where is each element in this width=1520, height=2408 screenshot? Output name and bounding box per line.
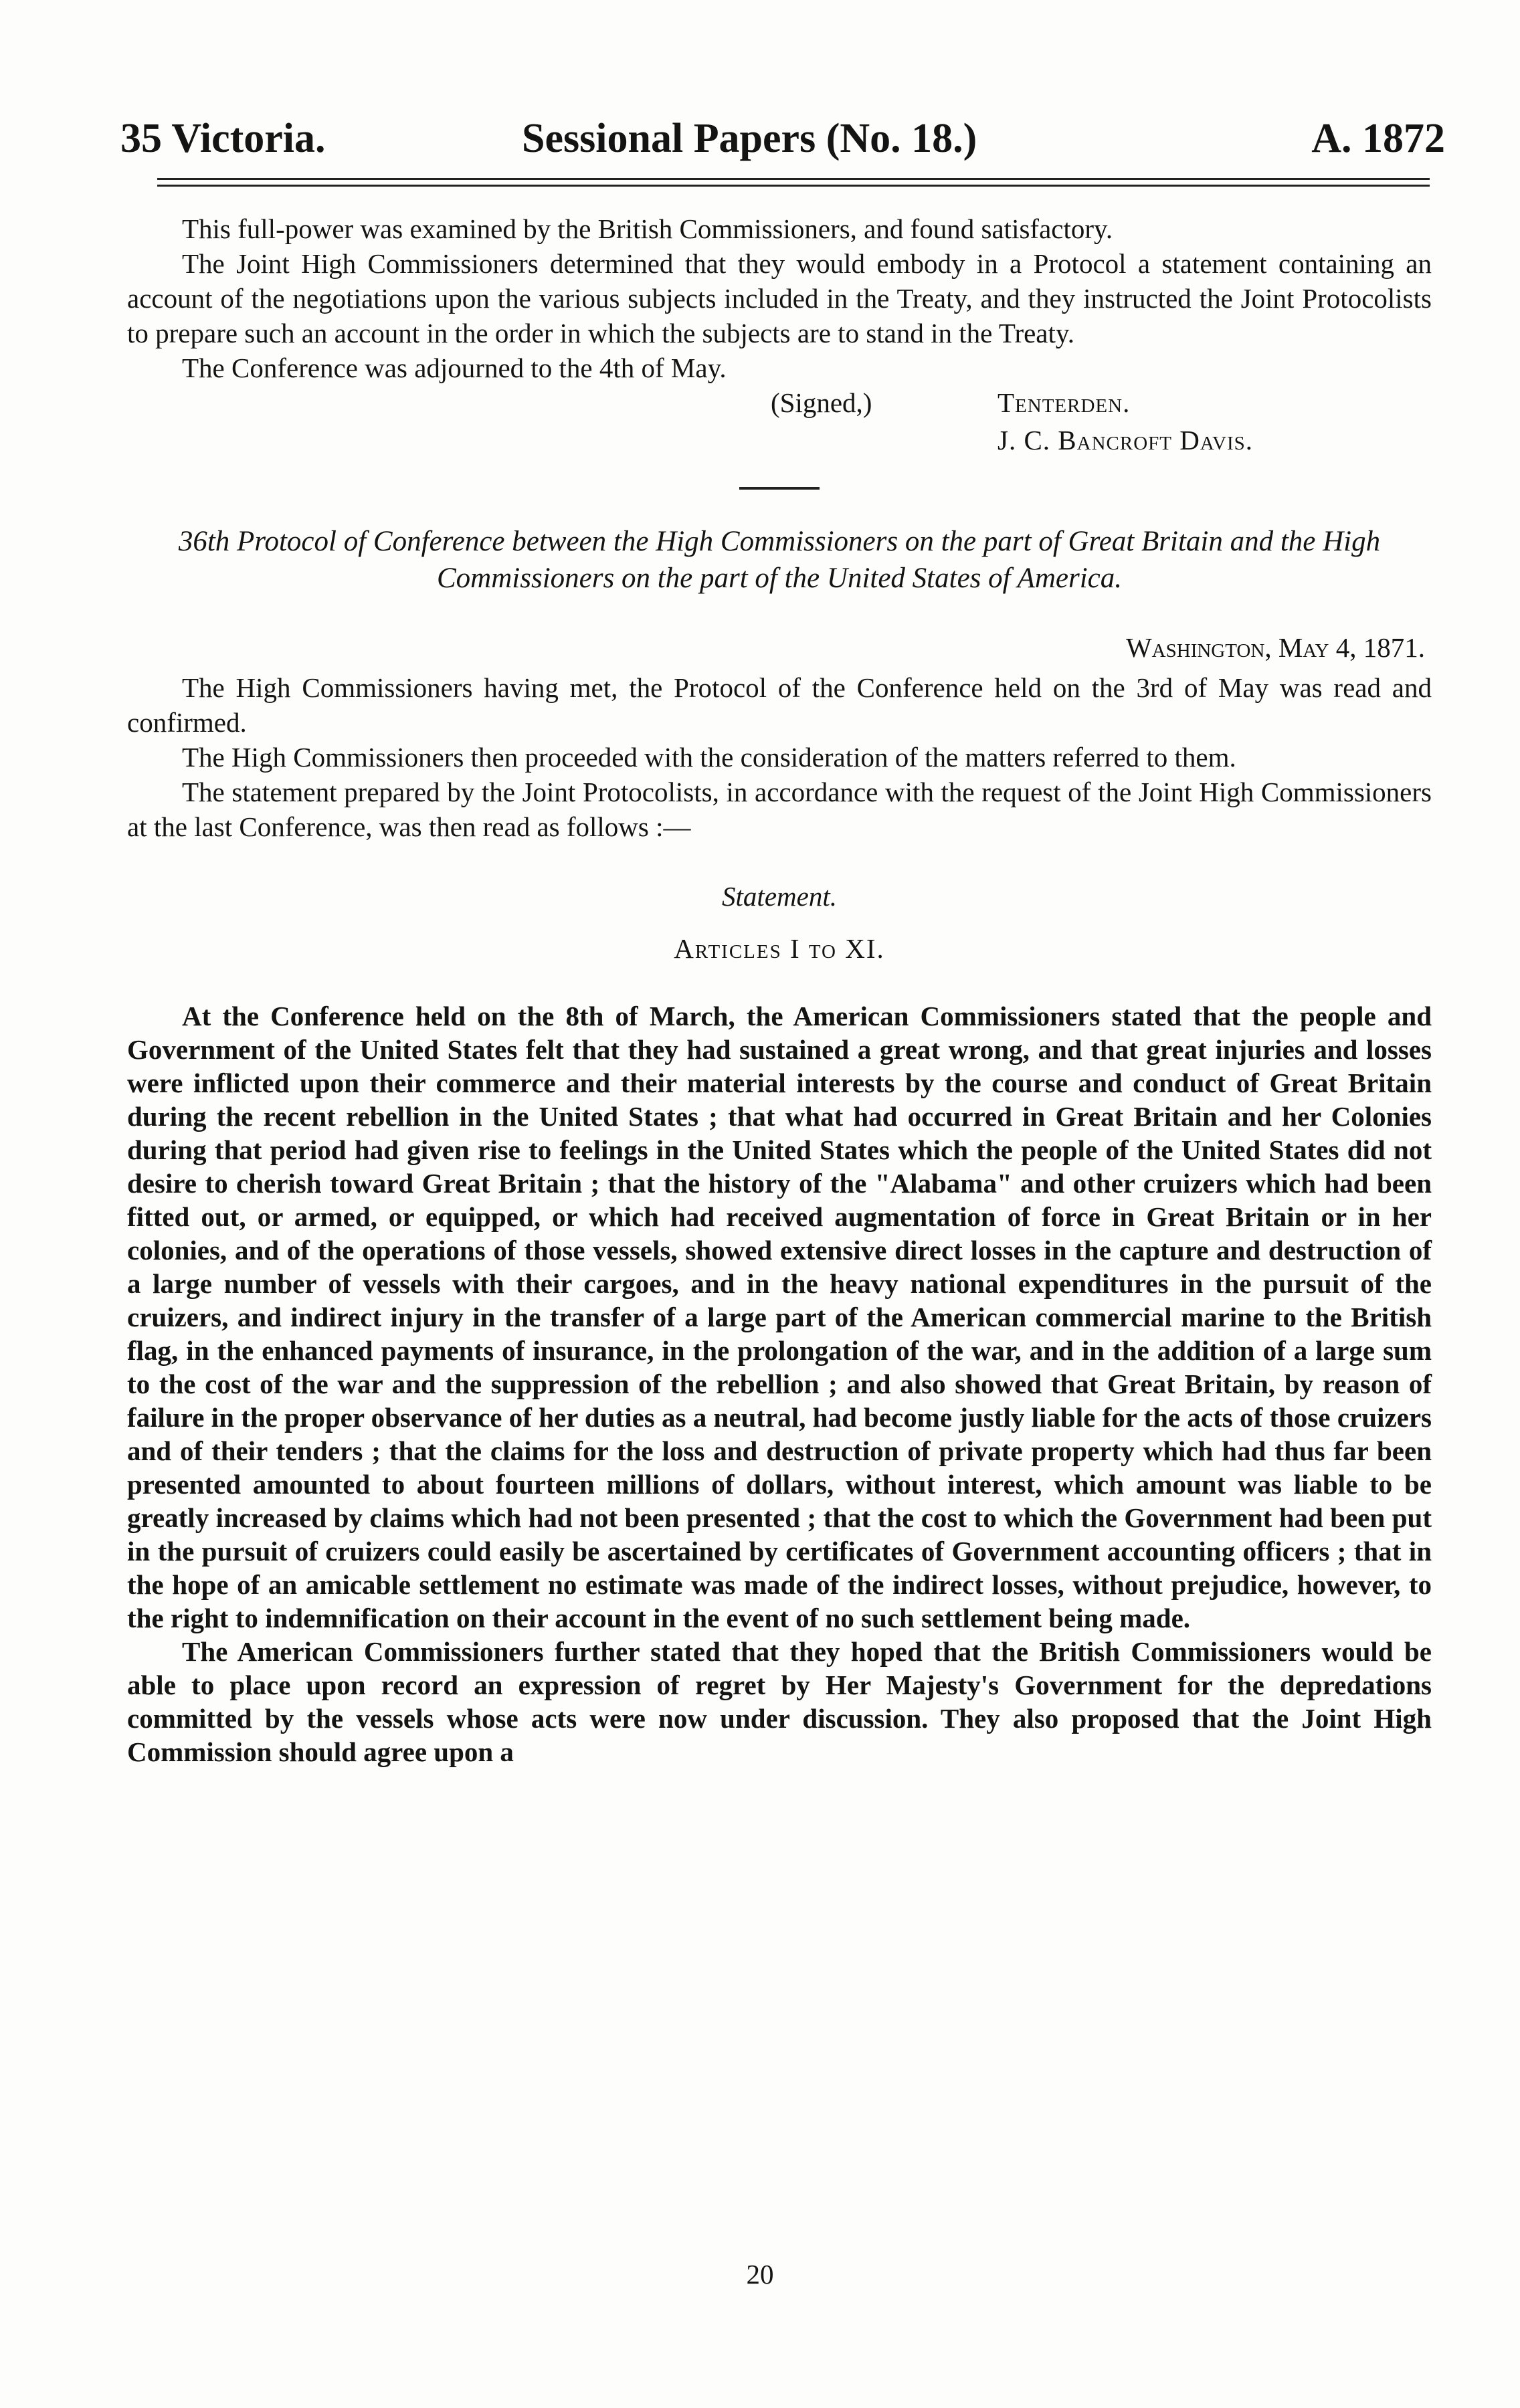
statement-heading: Statement.	[722, 881, 837, 912]
page-body	[127, 211, 1432, 1769]
paragraph: This full-power was examined by the British Commissioners, and found satisfactory.	[182, 213, 1113, 244]
header-session: 35 Victoria.	[120, 116, 326, 161]
signed-label: (Signed,)	[771, 387, 872, 418]
signatory-tenterden: Tenterden.	[998, 387, 1131, 418]
dateline: Washington, May 4, 1871.	[1125, 632, 1425, 663]
section-divider	[739, 487, 820, 490]
signature-block	[127, 385, 1432, 463]
header-year: A. 1872	[1311, 116, 1445, 161]
paragraph: The High Commissioners then proceeded with the consideration of the matters referred to them.	[182, 742, 1236, 773]
protocol-title: 36th Protocol of Conference between the High Commissioners on the part of Great Britain and the High Commissioners on the part of the United States of America.	[178, 526, 1381, 594]
paragraph: The statement prepared by the Joint Protocolists, in accordance with the request of the Joint High Commissioners at the last Conference, was then read as follows :—	[127, 777, 1432, 842]
header-rule	[157, 178, 1430, 180]
paragraph: The Joint High Commissioners determined that they would embody in a Protocol a statement containing an account of the negotiations upon the various subjects included in the Treaty, and they instructed the Joint Protocolists to prepare such an account in the order in which the subjects are to stand in the Treaty.	[127, 248, 1432, 348]
articles-heading: Articles I to XI.	[674, 933, 885, 964]
paragraph: The American Commissioners further stated that they hoped that the British Commissioners would be able to place upon record an expression of regret by Her Majesty's Government for the depredations committed by the vessels whose acts were now under discussion. They also proposed that the Joint High Commission should agree upon a	[127, 1636, 1432, 1767]
signatory-davis: J. C. Bancroft Davis.	[998, 425, 1254, 456]
page-number: 20	[746, 2259, 774, 2290]
header-rule-double	[157, 185, 1430, 187]
paragraph: At the Conference held on the 8th of March, the American Commissioners stated that the people and Government of the United States felt that they had sustained a great wrong, and that great injuries and losses were inflicted upon their commerce and their material interests by the course and conduct of Great Britain during the recent rebellion in the United States ; that what had occurred in Great Britain and her Colonies during that period had given rise to feelings in the United States which the people of the United States did not desire to cherish toward Great Britain ; that the history of the "Alabama" and other cruizers which had been fitted out, or armed, or equipped, or which had received augmentation of force in Great Britain or in her colonies, and of the operations of those vessels, showed extensive direct losses in the capture and destruction of a large number of vessels with their cargoes, and in the heavy national expenditures in the pursuit of the cruizers, and indirect injury in the transfer of a large part of the American commercial marine to the British flag, in the enhanced payments of insurance, in the prolongation of the war, and in the addition of a large sum to the cost of the war and the suppression of the rebellion ; and also showed that Great Britain, by reason of failure in the proper observance of her duties as a neutral, had become justly liable for the acts of those cruizers and of their tenders ; that the claims for the loss and destruction of private property which had thus far been presented amounted to about fourteen millions of dollars, without interest, which amount was liable to be greatly increased by claims which had not been presented ; that the cost to which the Government had been put in the pursuit of cruizers could easily be ascertained by certificates of Government accounting officers ; that in the hope of an amicable settlement no estimate was made of the indirect losses, without prejudice, however, to the right to indemnification on their account in the event of no such settlement being made.	[127, 1001, 1432, 1633]
paragraph: The High Commissioners having met, the Protocol of the Conference held on the 3rd of May was read and confirmed.	[127, 672, 1432, 738]
header-title: Sessional Papers (No. 18.)	[522, 116, 977, 161]
paragraph: The Conference was adjourned to the 4th of May.	[182, 353, 727, 383]
running-header	[120, 115, 1445, 169]
